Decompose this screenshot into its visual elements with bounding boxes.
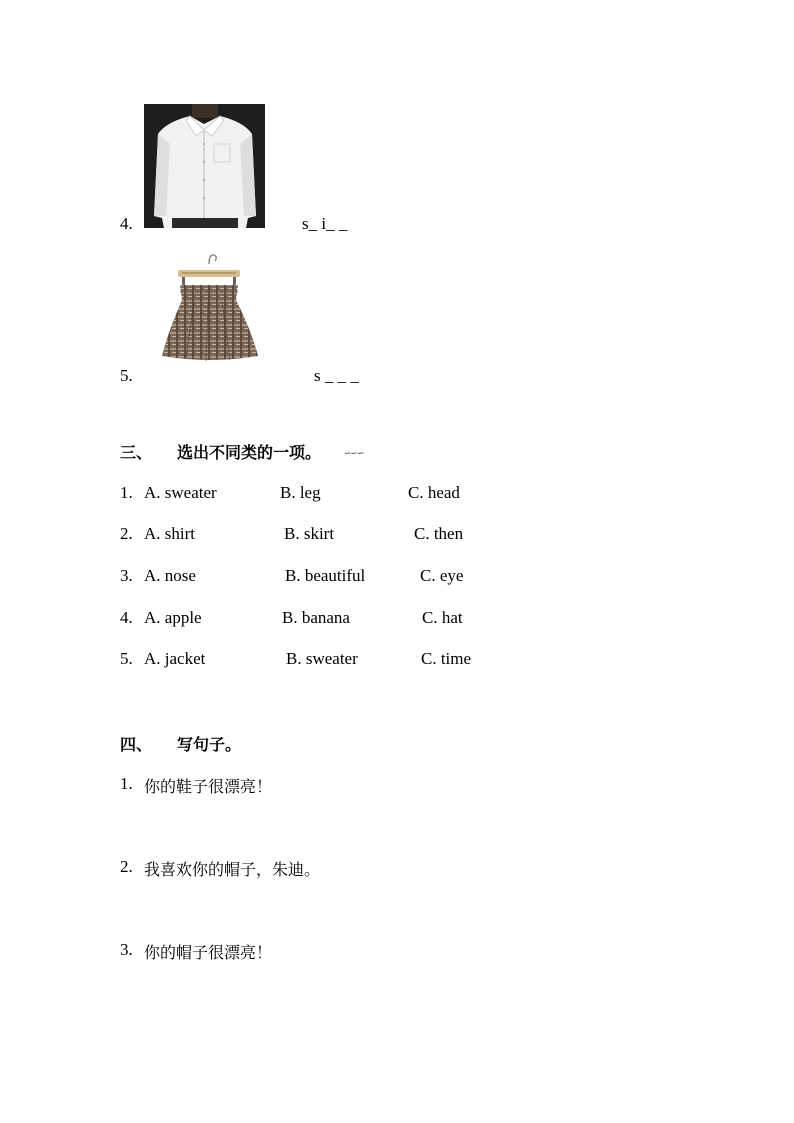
option-a: A. nose [144, 566, 196, 585]
question-number: 5. [120, 649, 133, 668]
section-number: 四、 [120, 735, 153, 754]
sentence-prompt: 你的鞋子很漂亮！ [144, 777, 273, 796]
question-number: 2. [120, 857, 133, 876]
option-a: A. sweater [144, 483, 217, 502]
question-number: 2. [120, 524, 133, 543]
option-a: A. apple [144, 608, 202, 627]
item-number: 4. [120, 214, 133, 233]
word-blank: s _ _ _ [314, 366, 359, 385]
item-number: 5. [120, 366, 133, 385]
question-number: 1. [120, 483, 133, 502]
word-blank: s_ i_ _ [302, 214, 348, 233]
sentence-prompt: 你的帽子很漂亮！ [144, 943, 273, 962]
question-number: 3. [120, 940, 133, 959]
option-c: C. hat [422, 608, 463, 627]
section-title: 写句子。 [177, 735, 242, 754]
skirt-photo [160, 252, 260, 364]
question-number: 3. [120, 566, 133, 585]
question-number: 4. [120, 608, 133, 627]
section-number: 三、 [120, 443, 153, 462]
option-b: B. sweater [286, 649, 358, 668]
option-c: C. eye [420, 566, 464, 585]
section-title: 选出不同类的一项。 [177, 443, 322, 462]
sentence-prompt: 我喜欢你的帽子，朱迪。 [144, 860, 321, 879]
option-b: B. skirt [284, 524, 335, 543]
squiggle-mark: ∽∽∽ [344, 448, 364, 458]
option-b: B. banana [282, 608, 350, 627]
option-a: A. jacket [144, 649, 206, 668]
option-c: C. time [421, 649, 472, 668]
option-b: B. beautiful [285, 566, 366, 585]
option-a: A. shirt [144, 524, 195, 543]
option-c: C. head [408, 483, 460, 502]
option-b: B. leg [280, 483, 321, 502]
shirt-photo [144, 104, 265, 228]
question-number: 1. [120, 774, 133, 793]
option-c: C. then [414, 524, 464, 543]
